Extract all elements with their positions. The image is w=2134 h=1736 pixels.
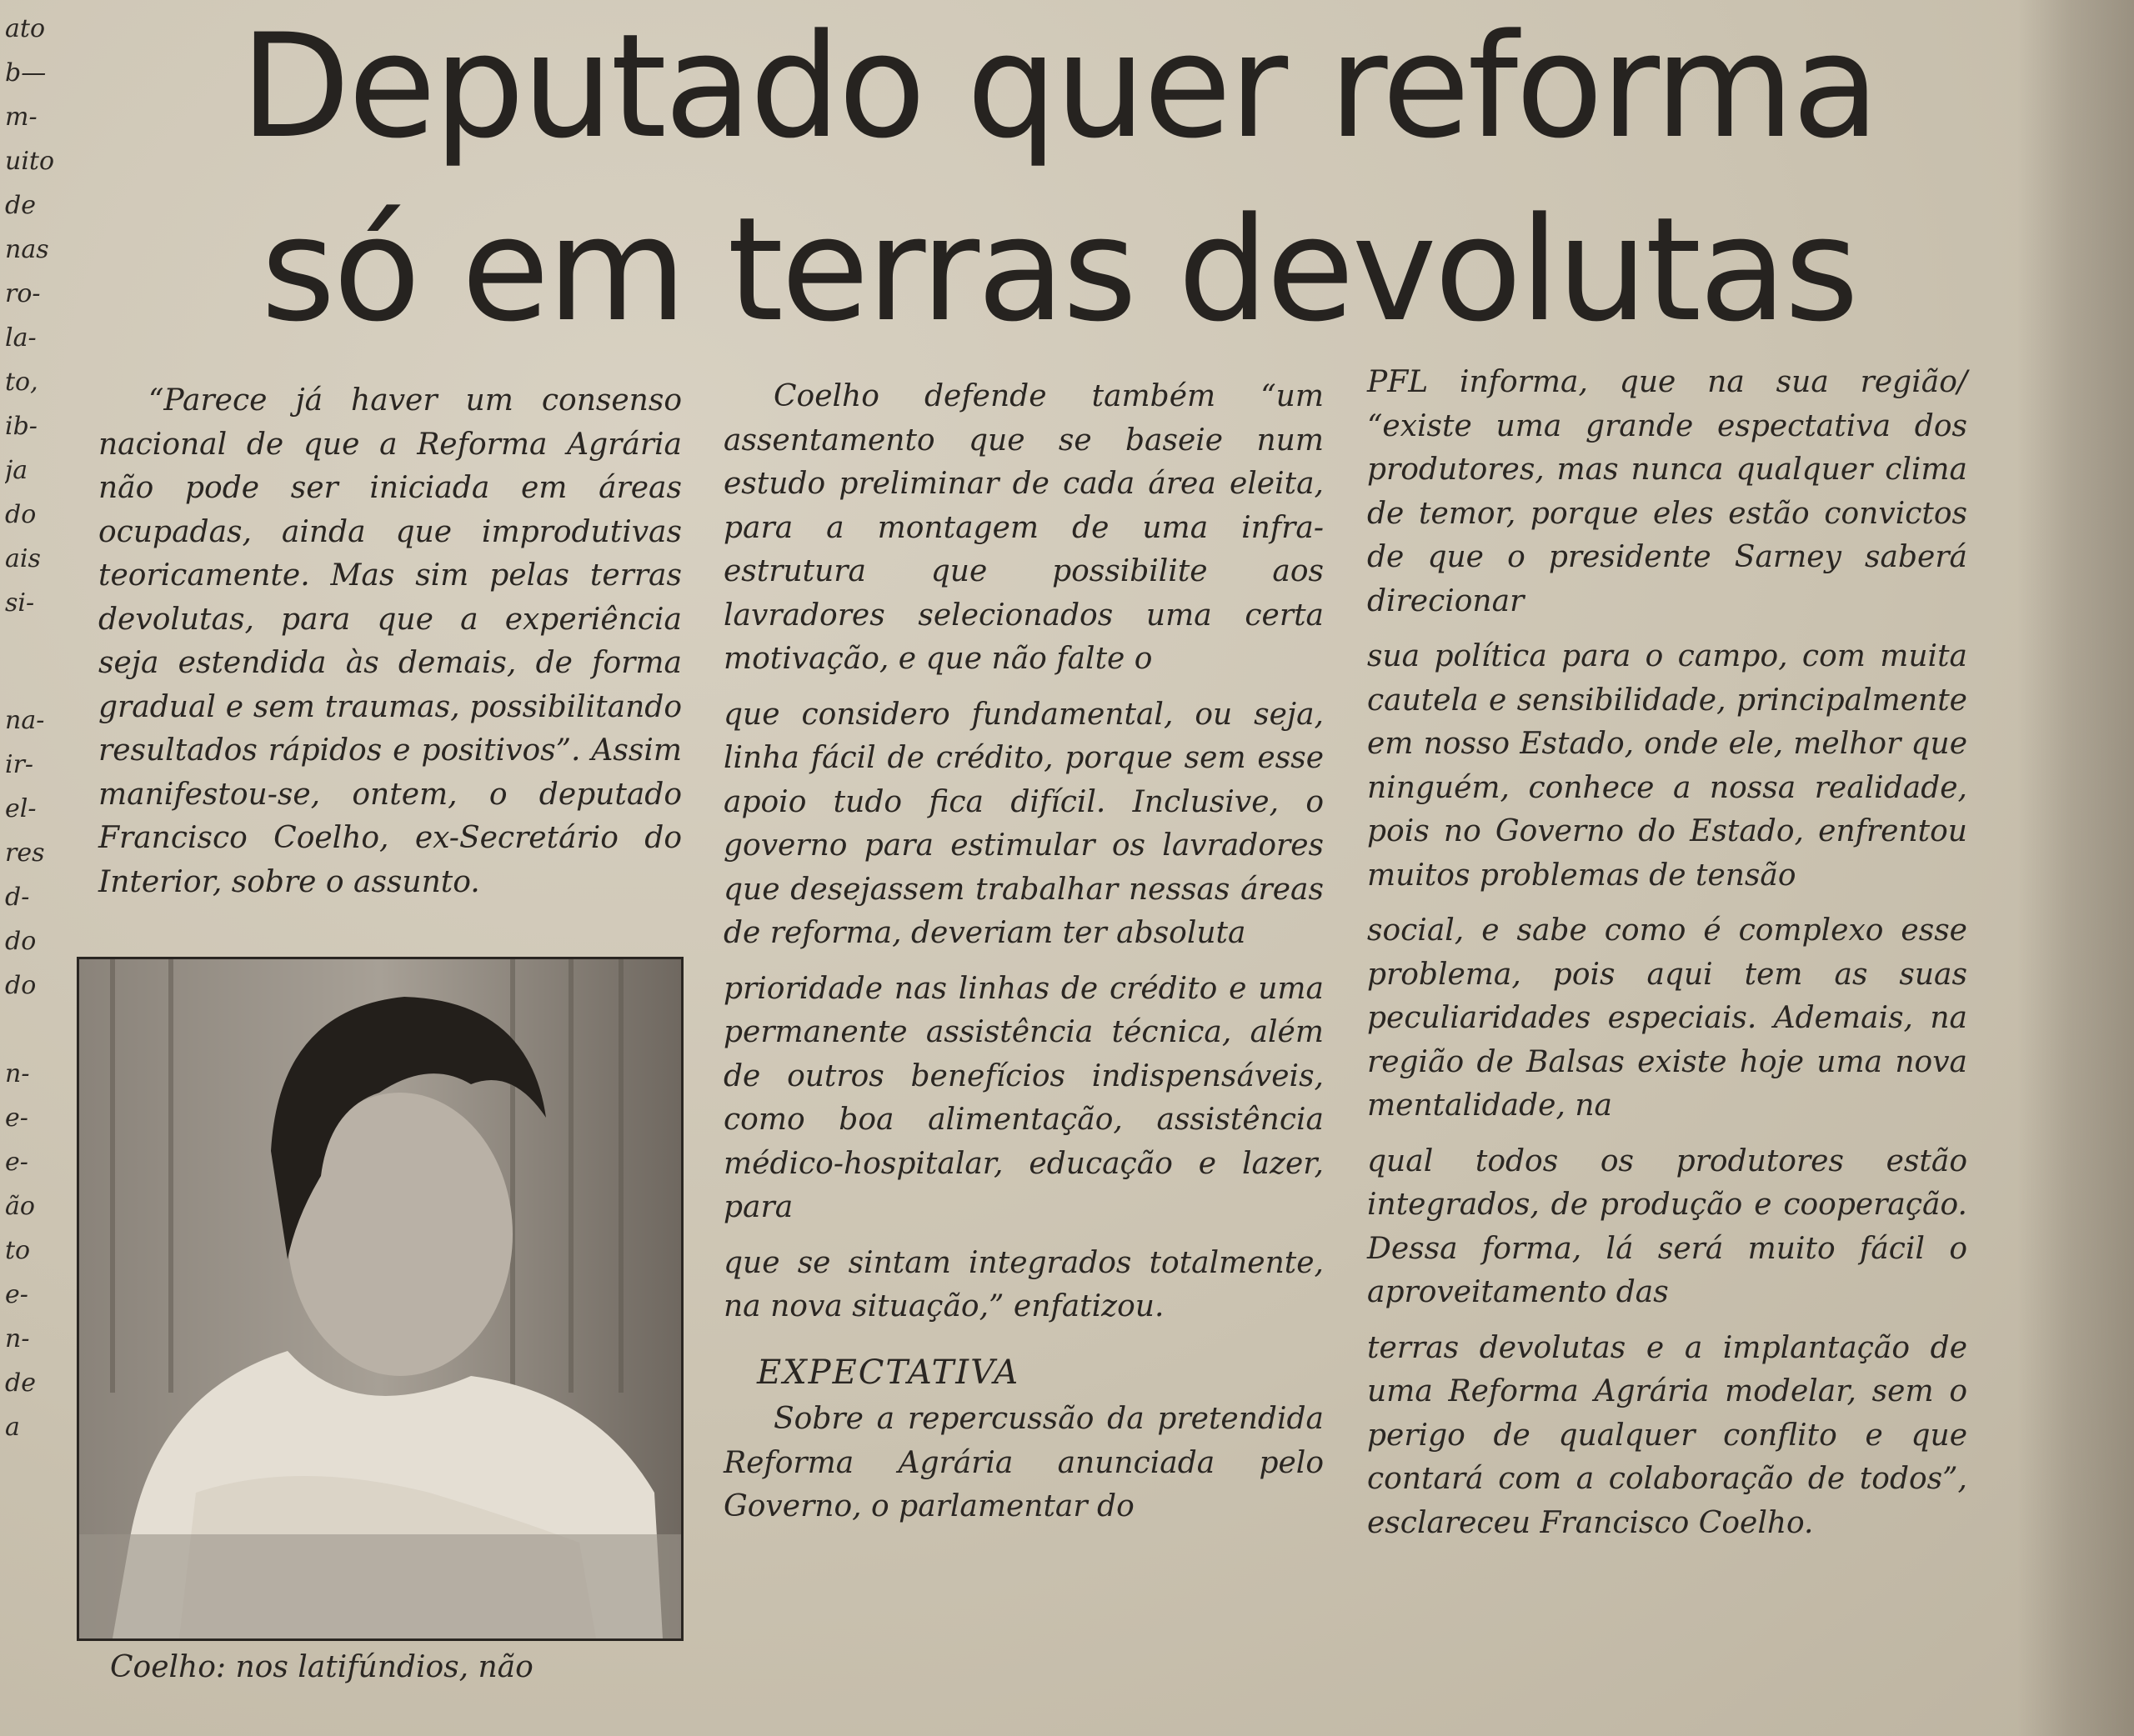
fragment-line: ais: [5, 544, 41, 573]
fragment-line: to: [5, 1236, 31, 1265]
photo-caption: Coelho: nos latifúndios, não: [110, 1650, 534, 1684]
headline-line-1: Deputado quer reforma: [240, 3, 1877, 170]
fragment-line: la-: [5, 323, 37, 353]
column-3-paragraph: terras devolutas e a implantação de uma Reforma Agrária modelar, sem o perigo de qualquer conflito e que contará com a colaboração de todos”, esclareceu Francisco Coelho.: [1367, 1330, 1967, 1540]
section-subhead: EXPECTATIVA: [757, 1353, 1020, 1392]
fragment-line: uito: [5, 147, 55, 176]
portrait-photo: [77, 957, 684, 1641]
fragment-line: ir-: [5, 750, 34, 779]
fragment-line: d-: [5, 883, 30, 912]
page-fold-shadow: [2017, 0, 2134, 1736]
fragment-line: a: [5, 1413, 20, 1442]
fragment-line: el-: [5, 794, 37, 823]
portrait-photo-graphic: [79, 959, 681, 1638]
fragment-line: de: [5, 191, 36, 220]
fragment-line: res: [5, 838, 45, 868]
fragment-line: ja: [5, 456, 28, 485]
fragment-block-3: [5, 1052, 63, 1449]
headline-line-2: só em terras devolutas: [260, 186, 1857, 353]
fragment-line: do: [5, 971, 37, 1000]
column-2-paragraph: Coelho defende também “um assentamento que se baseie num estudo preliminar de cada área eleita, para a montagem de uma infra-estrutura que possibilite aos lavradores selecionados uma certa motivação, e que não falte o: [724, 379, 1324, 676]
column-3-paragraph: social, e sabe como é complexo esse problema, pois aqui tem as suas peculiaridades especiais. Ademais, na região de Balsas existe hoje uma nova mentalidade, na: [1367, 913, 1967, 1123]
fragment-line: e-: [5, 1148, 28, 1177]
fragment-line: do: [5, 927, 37, 956]
column-2-paragraph: que considero fundamental, ou seja, linha fácil de crédito, porque sem esse apoio tudo fica difícil. Inclusive, o governo para estimular os lavradores que desejassem trabalhar nessas áreas de reforma, deveriam ter absoluta: [724, 697, 1324, 950]
column-2-paragraph: prioridade nas linhas de crédito e uma permanente assistência técnica, além de outros benefícios indispensáveis, como boa alimentação, assistência médico-hospitalar, educação e lazer, para: [724, 971, 1324, 1224]
fragment-line: nas: [5, 235, 49, 264]
article-column-2: [724, 375, 1324, 1541]
column-3-paragraph: PFL informa, que na sua região/ “existe uma grande espectativa dos produtores, mas nunca qualquer clima de temor, porque eles estão convictos de que o presidente Sarney saberá direcionar: [1367, 365, 1967, 618]
fragment-line: ão: [5, 1192, 35, 1221]
fragment-line: e-: [5, 1280, 28, 1309]
fragment-line: ato: [5, 14, 46, 43]
fragment-line: n-: [5, 1324, 30, 1353]
fragment-line: ro-: [5, 279, 41, 308]
column-2-paragraph: Sobre a repercussão da pretendida Reforma Agrária anunciada pelo Governo, o parlamentar do: [724, 1402, 1324, 1523]
fragment-line: ib-: [5, 412, 38, 441]
fragment-line: na-: [5, 706, 45, 735]
fragment-line: si-: [5, 588, 35, 618]
column-3-paragraph: sua política para o campo, com muita cautela e sensibilidade, principalmente em nosso Estado, onde ele, melhor que ninguém, conhece a nossa realidade, pois no Governo do Estado, enfrentou muitos problemas de tensão: [1367, 639, 1967, 893]
fragment-block-1: [5, 7, 63, 625]
fragment-line: n-: [5, 1059, 30, 1088]
adjacent-column-fragment: [0, 0, 65, 1736]
column-2-paragraph: que se sintam integrados totalmente, na nova situação,” enfatizou.: [724, 1245, 1324, 1323]
fragment-line: do: [5, 500, 37, 529]
column-3-paragraph: qual todos os produtores estão integrados, de produção e cooperação. Dessa forma, lá será muito fácil o aproveitamento das: [1367, 1143, 1967, 1309]
article-column-1: [98, 379, 682, 916]
fragment-line: to,: [5, 368, 38, 397]
column-1-paragraph: “Parece já haver um consenso nacional de que a Reforma Agrária não pode ser iniciada em áreas ocupadas, ainda que improdutivas teoricamente. Mas sim pelas terras devolutas, para que a experiência seja estendida às demais, de forma gradual e sem traumas, possibilitando resultados rápidos e positivos”. Assim manifestou-se, ontem, o deputado Francisco Coelho, ex-Secretário do Interior, sobre o assunto.: [98, 383, 682, 899]
fragment-line: e-: [5, 1103, 28, 1133]
fragment-line: b—: [5, 58, 47, 88]
fragment-line: m-: [5, 103, 38, 132]
article-column-3: [1367, 361, 1967, 1557]
fragment-line: de: [5, 1368, 36, 1398]
fragment-block-2: [5, 698, 63, 1008]
